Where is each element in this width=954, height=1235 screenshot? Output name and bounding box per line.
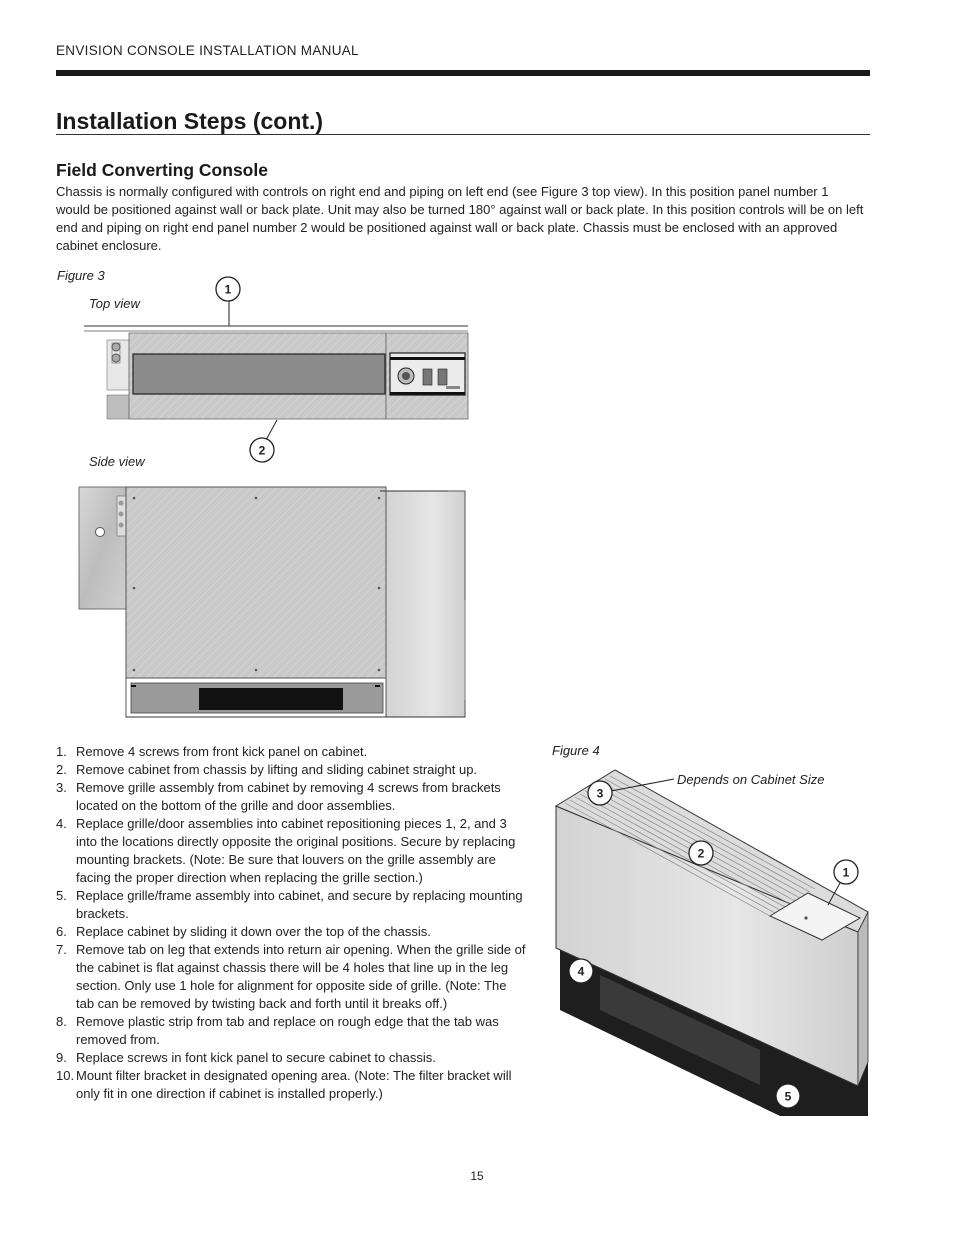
figure-4-callout-1-number: 1 [842, 865, 850, 880]
side-view-chassis [79, 487, 465, 717]
figure-3-callout-2-number: 2 [258, 443, 266, 458]
section-heading: Field Converting Console [56, 160, 268, 180]
figure-4-callout-3-number: 3 [596, 786, 604, 801]
figure-4-console-drawing [556, 770, 868, 1116]
top-view-label: Top view [89, 296, 140, 311]
depends-on-cabinet-size-label: Depends on Cabinet Size [677, 772, 825, 787]
list-item: 6. Replace cabinet by sliding it down over the top of the chassis. [56, 924, 431, 939]
list-item: 9. Replace screws in font kick panel to secure cabinet to chassis. [56, 1050, 436, 1065]
list-item: 4. Replace grille/door assemblies into cabinet repositioning pieces 1, 2, and 3 into the locations directly opposite the original positions. Secure by replacing mounting brackets. (Note: Be sure that louvers on the grille assembly are facing the proper direction when replacing the grille section.) [56, 816, 516, 885]
side-view-label: Side view [89, 454, 145, 469]
list-item: 3. Remove grille assembly from cabinet by removing 4 screws from brackets located on the bottom of the grille and door assemblies. [56, 780, 501, 813]
manual-header-title: ENVISION CONSOLE INSTALLATION MANUAL [56, 43, 359, 58]
list-item: 10. Mount filter bracket in designated opening area. (Note: The filter bracket will only fit in one direction if cabinet is installed properly.) [56, 1068, 512, 1101]
list-item: 5. Replace grille/frame assembly into cabinet, and secure by replacing mounting brackets. [56, 888, 523, 921]
figure-4-callout-5-number: 5 [784, 1089, 792, 1104]
list-item: 7. Remove tab on leg that extends into return air opening. When the grille side of the cabinet is flat against chassis there will be 4 holes that line up in the leg section. Only use 1 hole for alignment for opposite side of grille. (Note: The tab can be removed by twisting back and forth until it breaks off.) [56, 942, 526, 1011]
figure-4-callout-4-number: 4 [577, 964, 585, 979]
top-view-chassis [84, 326, 468, 419]
figure-3-callout-1-number: 1 [224, 282, 232, 297]
figure-4-callout-2-number: 2 [697, 846, 705, 861]
list-item: 2. Remove cabinet from chassis by lifting and sliding cabinet straight up. [56, 762, 478, 777]
page-title: Installation Steps (cont.) [56, 108, 324, 134]
installation-steps-list [56, 743, 526, 1103]
list-item: 1. Remove 4 screws from front kick panel on cabinet. [56, 744, 368, 759]
figure-4-label: Figure 4 [552, 743, 600, 758]
figure-3-label: Figure 3 [57, 268, 105, 283]
list-item: 8. Remove plastic strip from tab and replace on rough edge that the tab was removed from. [56, 1014, 499, 1047]
page-number: 15 [470, 1169, 484, 1183]
section-intro-paragraph: Chassis is normally configured with controls on right end and piping on left end (see Figure 3 top view). In this position panel number 1 would be positioned against wall or back plate. Unit may also be turned 180° against wall or back plate. In this position controls will be on left end and piping on right end panel number 2 would be positioned against wall or back plate. Chassis must be enclosed with an approved cabinet enclosure. [56, 184, 864, 253]
